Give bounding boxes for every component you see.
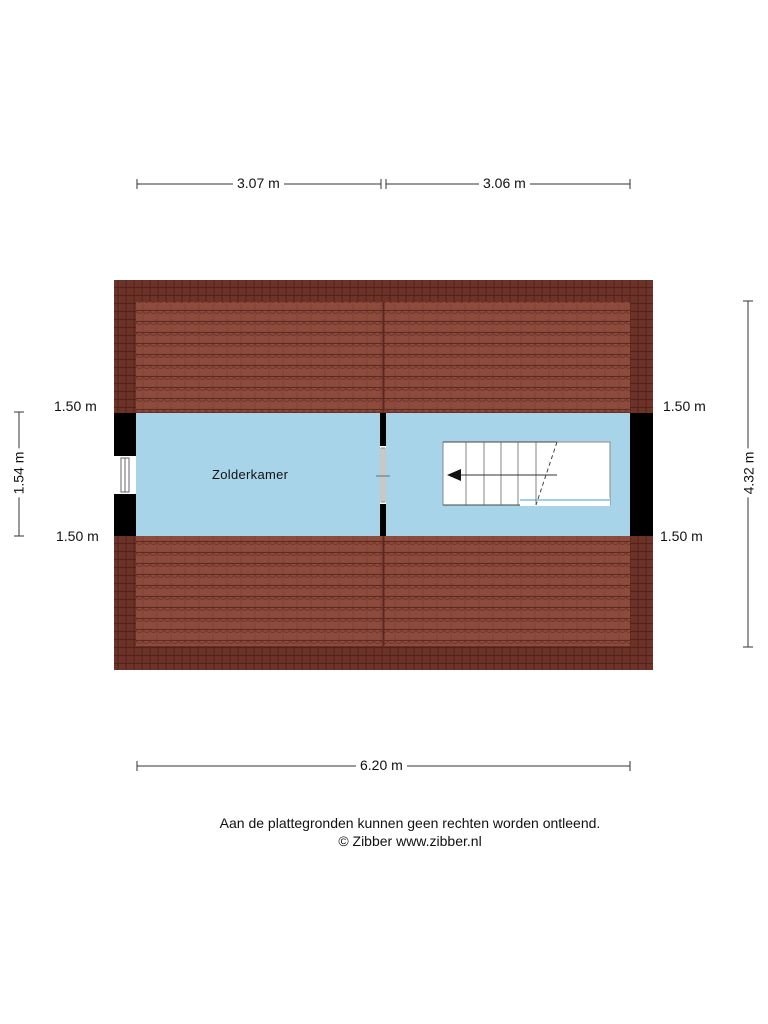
right-wall	[630, 413, 653, 536]
dim-right-upper-label: 1.50 m	[659, 398, 710, 414]
dim-left-lower-label: 1.50 m	[52, 528, 103, 544]
dim-top-right-label: 3.06 m	[479, 175, 530, 191]
dim-left-upper-label: 1.50 m	[50, 398, 101, 414]
dim-bottom-label: 6.20 m	[356, 757, 407, 773]
middle-wall-lower	[380, 504, 386, 536]
left-wall-upper	[114, 413, 136, 456]
left-wall-lower	[114, 494, 136, 536]
disclaimer-text: Aan de plattegronden kunnen geen rechten worden ontleend.	[219, 815, 601, 831]
dimension-top	[137, 179, 630, 189]
dim-right-lower-label: 1.50 m	[656, 528, 707, 544]
staircase	[443, 442, 610, 506]
dim-left-vertical-label: 1.54 m	[10, 449, 26, 498]
left-window	[114, 456, 136, 494]
middle-wall-upper	[380, 413, 386, 446]
copyright-text: © Zibber www.zibber.nl	[338, 833, 482, 849]
dim-right-vertical-label: 4.32 m	[740, 449, 756, 498]
dim-top-left-label: 3.07 m	[233, 175, 284, 191]
room-label-zolderkamer: Zolderkamer	[212, 467, 289, 482]
